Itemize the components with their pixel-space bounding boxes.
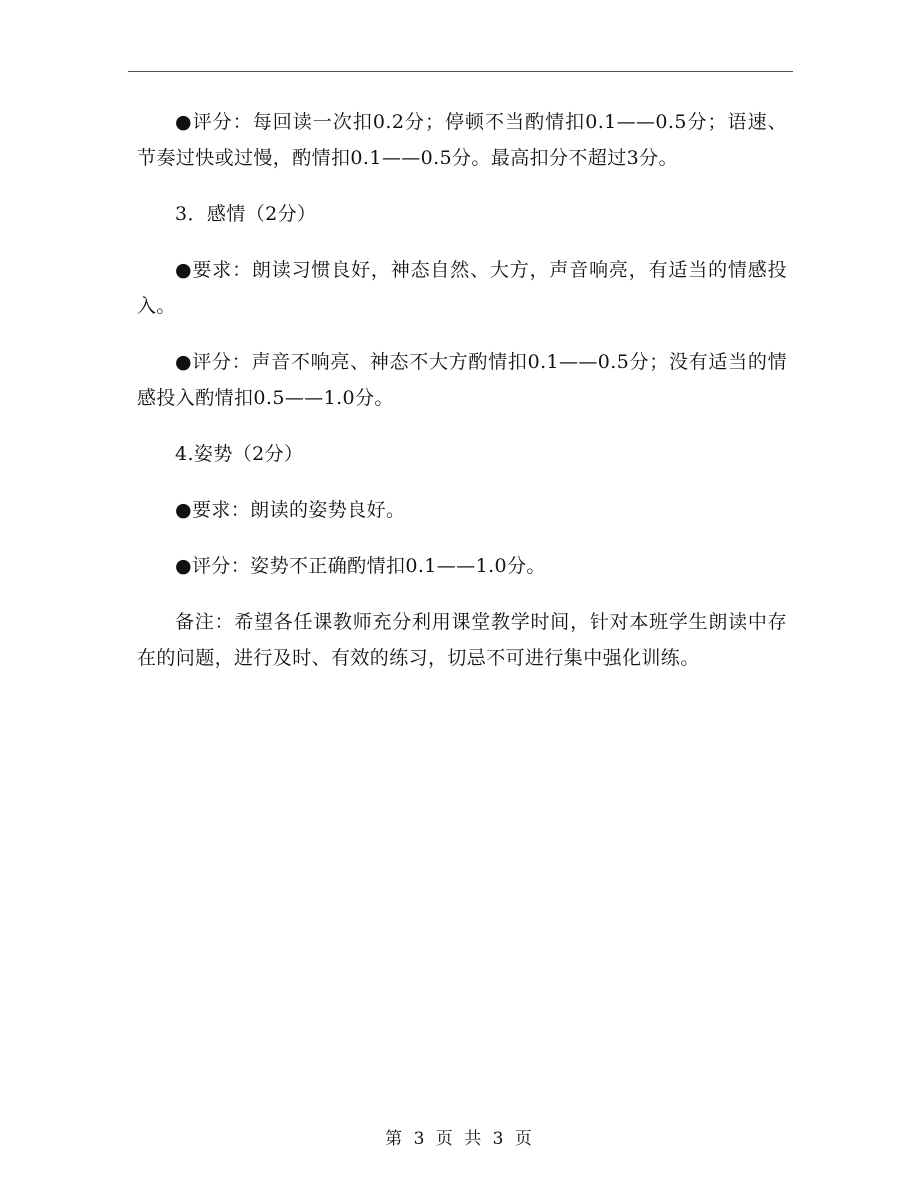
page-number: 第 3 页 共 3 页 [385, 1129, 535, 1149]
document-body [137, 104, 787, 676]
paragraph-scoring-fluency: ●评分：每回读一次扣0.2分；停顿不当酌情扣0.1——0.5分；语速、节奏过快或过慢，酌情扣0.1——0.5分。最高扣分不超过3分。 [137, 111, 787, 169]
paragraph-emotion-requirement: ●要求：朗读习惯良好，神态自然、大方，声音响亮，有适当的情感投入。 [137, 259, 787, 317]
paragraph-emotion-scoring: ●评分：声音不响亮、神态不大方酌情扣0.1——0.5分；没有适当的情感投入酌情扣0.5——1.0分。 [137, 351, 787, 409]
heading-posture: 4.姿势（2分） [175, 443, 304, 465]
heading-emotion: 3．感情（2分） [175, 203, 317, 225]
paragraph-remarks: 备注：希望各任课教师充分利用课堂教学时间，针对本班学生朗读中存在的问题，进行及时、有效的练习，切忌不可进行集中强化训练。 [137, 611, 787, 669]
header-rule [128, 71, 793, 72]
paragraph-posture-requirement: ●要求：朗读的姿势良好。 [175, 499, 406, 521]
paragraph-posture-scoring: ●评分：姿势不正确酌情扣0.1——1.0分。 [175, 555, 546, 577]
